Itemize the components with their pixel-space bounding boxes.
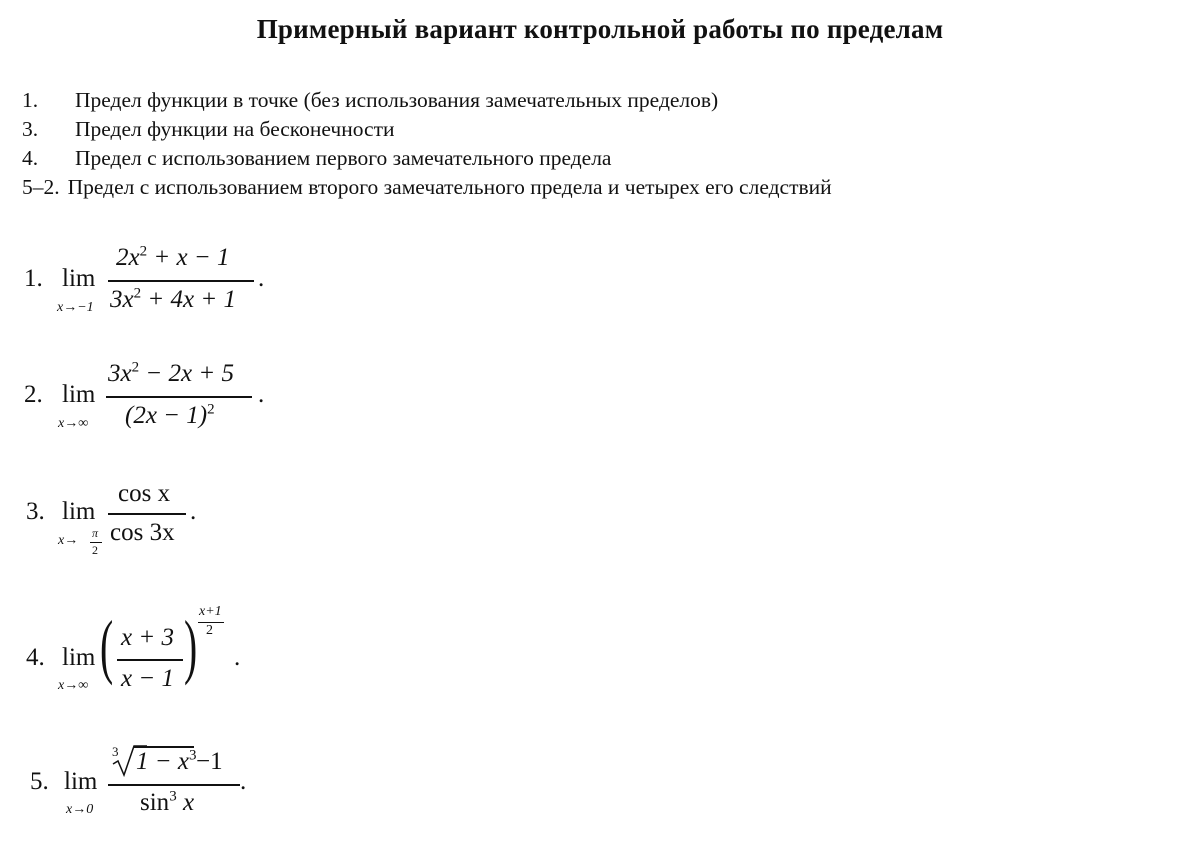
end-period: . (234, 644, 241, 671)
lim-subscript: x→0 (66, 802, 94, 817)
topic-list (22, 86, 832, 202)
topic-number: 1. (22, 88, 39, 112)
denominator: $\sin^3 x$ (140, 788, 195, 816)
lim-subscript: x→∞ (58, 678, 89, 693)
right-parenthesis: ) (184, 606, 198, 686)
lim-operator: lim (64, 768, 98, 795)
left-parenthesis: ( (100, 606, 114, 686)
radicand: $1 - x^3$ (136, 747, 197, 775)
fraction-bar (108, 784, 240, 786)
topic-item (22, 173, 832, 202)
problem-1 (0, 240, 1200, 340)
lim-subscript: x→∞ (58, 416, 89, 431)
problem-number: 4. (26, 644, 45, 671)
end-period: . (258, 265, 265, 292)
page-title: Примерный вариант контрольной работы по пределам (256, 14, 944, 44)
topic-number: 5–2. (22, 175, 60, 199)
fraction-bar (108, 280, 254, 282)
topic-item (22, 144, 832, 173)
fraction-bar (106, 396, 252, 398)
topic-item (22, 86, 832, 115)
problem-number: 5. (30, 768, 49, 795)
topic-text: Предел с использованием первого замечательного предела (75, 146, 612, 170)
problem-2 (0, 356, 1200, 456)
lim-subscript: x→ (58, 533, 79, 548)
numerator: cos x (118, 480, 171, 507)
lim-subscript-fraction-top: π (92, 526, 99, 540)
fraction-bar (108, 513, 186, 515)
lim-operator: lim (62, 265, 96, 292)
problem-number: 3. (26, 498, 45, 525)
topic-text: Предел функции на бесконечности (75, 117, 395, 141)
topic-number: 4. (22, 146, 39, 170)
problem-3 (0, 476, 1200, 576)
problem-number: 2. (24, 381, 43, 408)
lim-subscript-fraction-bottom: 2 (92, 543, 98, 557)
end-period: . (258, 381, 265, 408)
problem-5 (0, 738, 1200, 838)
exponent-numerator: x+1 (199, 604, 222, 619)
lim-operator: lim (62, 498, 96, 525)
denominator: x − 1 (121, 665, 174, 692)
topic-item (22, 115, 832, 144)
end-period: . (190, 498, 197, 525)
topic-text: Предел функции в точке (без использования замечательных пределов) (75, 88, 719, 112)
denominator: $3x^2 + 4x + 1$ (110, 285, 236, 313)
numerator: $3x^2 - 2x + 5$ (108, 359, 234, 387)
end-period: . (240, 768, 247, 795)
denominator: cos 3x (110, 519, 175, 546)
numerator: $2x^2 + x - 1$ (116, 243, 230, 271)
numerator-tail: −1 (196, 748, 223, 775)
lim-operator: lim (62, 644, 96, 671)
problem-number: 1. (24, 265, 43, 292)
exponent-denominator: 2 (206, 623, 213, 638)
lim-subscript: x→−1 (57, 300, 94, 315)
root-index: 3 (112, 744, 119, 759)
problem-4 (0, 604, 1200, 704)
denominator: $(2x - 1)^2$ (125, 401, 215, 429)
topic-text: Предел с использованием второго замечательного предела и четырех его следствий (67, 175, 832, 199)
fraction-bar (117, 659, 183, 661)
lim-operator: lim (62, 381, 96, 408)
numerator: x + 3 (121, 624, 174, 651)
topic-number: 3. (22, 117, 39, 141)
